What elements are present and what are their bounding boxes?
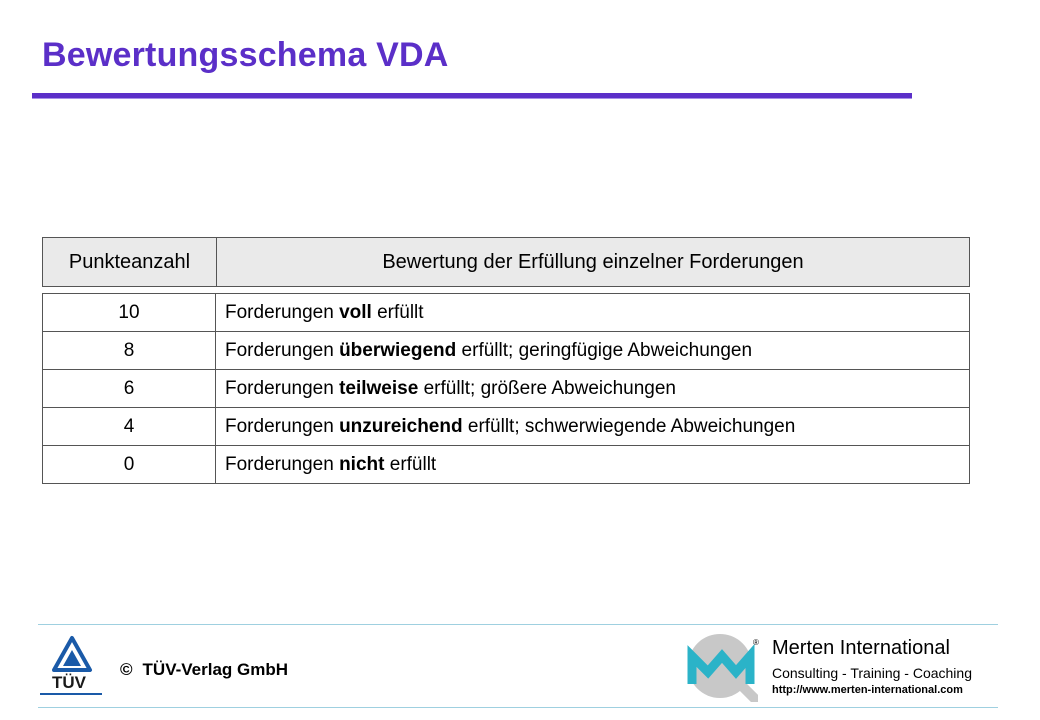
table-row xyxy=(43,369,969,407)
table-body xyxy=(42,293,970,484)
points-cell: 4 xyxy=(43,408,216,445)
evaluation-cell: Forderungen voll erfüllt xyxy=(225,301,424,323)
company-tagline: Consulting - Training - Coaching xyxy=(772,665,972,681)
evaluation-cell: Forderungen unzureichend erfüllt; schwerwiegende Abweichungen xyxy=(225,415,796,437)
company-url: http://www.merten-international.com xyxy=(772,684,963,696)
rating-table xyxy=(42,237,970,484)
table-row xyxy=(43,445,969,483)
table-row xyxy=(43,331,969,369)
copyright-symbol: © xyxy=(120,660,133,679)
points-cell: 8 xyxy=(43,332,216,369)
footer-bottom-rule xyxy=(38,707,998,708)
merten-logo-icon xyxy=(686,632,758,702)
copyright-text: TÜV-Verlag GmbH xyxy=(142,660,289,679)
registered-mark: ® xyxy=(753,638,759,647)
evaluation-cell: Forderungen überwiegend erfüllt; geringfügige Abweichungen xyxy=(225,339,753,361)
points-cell: 10 xyxy=(43,294,216,331)
company-name: Merten International xyxy=(772,637,950,659)
table-header xyxy=(42,237,970,287)
table-row xyxy=(43,407,969,445)
tuv-logo-text: TÜV xyxy=(52,673,86,692)
evaluation-cell: Forderungen nicht erfüllt xyxy=(225,453,437,475)
table-row xyxy=(43,293,969,331)
points-cell: 6 xyxy=(43,370,216,407)
header-points: Punkteanzahl xyxy=(43,238,217,286)
points-cell: 0 xyxy=(43,446,216,483)
page-title: Bewertungsschema VDA xyxy=(42,36,449,74)
header-evaluation: Bewertung der Erfüllung einzelner Forderungen xyxy=(382,250,804,273)
footer-top-rule xyxy=(38,624,998,625)
tuv-logo-underline xyxy=(40,693,102,695)
evaluation-cell: Forderungen teilweise erfüllt; größere Abweichungen xyxy=(225,377,677,399)
title-divider xyxy=(32,93,912,99)
copyright xyxy=(120,660,288,680)
